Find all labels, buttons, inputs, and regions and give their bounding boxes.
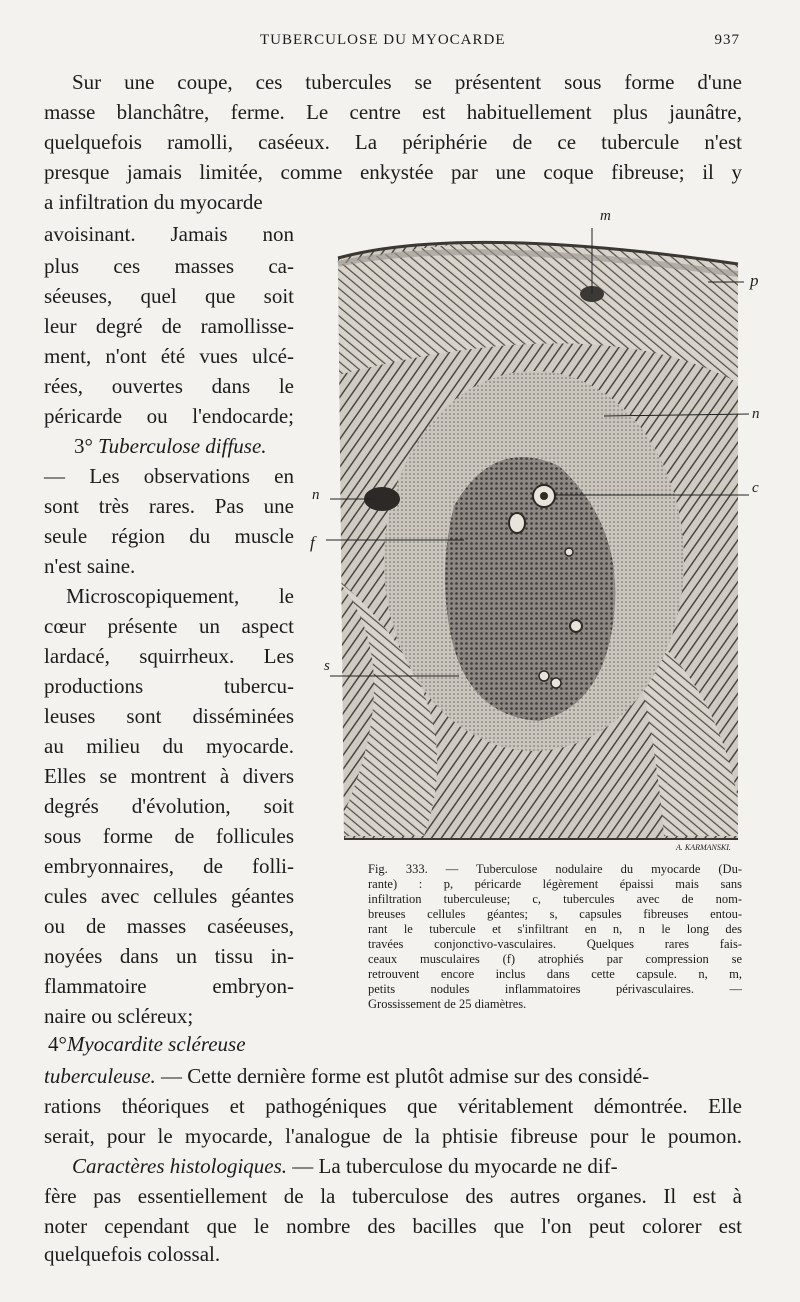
figure-label-n-right: n	[752, 406, 760, 422]
caption-line: rante) : p, péricarde légèrement épaissi mais sans	[368, 877, 742, 891]
caption-line: travées conjonctivo-vasculaires. Quelques rares fais-	[368, 937, 742, 951]
text-line: productions tubercu-	[44, 674, 294, 698]
text-line: naire ou scléreux;	[44, 1004, 194, 1028]
header-title: TUBERCULOSE DU MYOCARDE	[260, 32, 506, 48]
text-line: rées, ouvertes dans le	[44, 374, 294, 398]
text-line: serait, pour le myocarde, l'analogue de la phtisie fibreuse pour le poumon.	[44, 1124, 742, 1148]
text-line: Sur une coupe, ces tubercules se présentent sous forme d'une	[72, 70, 742, 94]
text-line: Caractères histologiques. — La tuberculose du myocarde ne dif-	[72, 1154, 618, 1178]
figure-label-p: p	[750, 271, 759, 290]
text-line: Microscopiquement, le	[66, 584, 294, 608]
caption-line: breuses cellules géantes; s, capsules fibreuses entou-	[368, 907, 742, 921]
text-line: degrés d'évolution, soit	[44, 794, 294, 818]
text-line: rations théoriques et pathogéniques que véritablement démontrée. Elle	[44, 1094, 742, 1118]
figure-label-f: f	[310, 533, 315, 552]
caption-line: Fig. 333. — Tuberculose nodulaire du myocarde (Du-	[368, 862, 742, 876]
text-line: seule région du muscle	[44, 524, 294, 548]
text-line: noter cependant que le nombre des bacilles que l'on peut colorer est	[44, 1214, 742, 1238]
text-line: sous forme de follicules	[44, 824, 294, 848]
text-line: flammatoire embryon-	[44, 974, 294, 998]
running-header	[44, 32, 740, 56]
micrograph-illustration	[304, 196, 766, 856]
text-line: au milieu du myocarde.	[44, 734, 294, 758]
section-heading: 4°Myocardite scléreuse	[48, 1032, 246, 1056]
text-line: — Les observations en	[44, 464, 294, 488]
engraver-signature: A. KARMANSKI.	[676, 843, 731, 852]
text-line: a infiltration du myocarde	[44, 190, 263, 214]
page-number: 937	[714, 32, 740, 48]
text-line: masse blanchâtre, ferme. Le centre est habituellement plus jaunâtre,	[44, 100, 742, 124]
text-line: ment, n'ont été vues ulcé-	[44, 344, 294, 368]
caption-line: rant le tubercule et s'infiltrant en n, n le long des	[368, 922, 742, 936]
text-line: avoisinant. Jamais non	[44, 222, 294, 246]
text-line: Elles se montrent à divers	[44, 764, 294, 788]
text-line: quelquefois colossal.	[44, 1242, 221, 1266]
figure-caption	[368, 862, 742, 1012]
text-line: noyées dans un tissu in-	[44, 944, 294, 968]
text-line: lardacé, squirrheux. Les	[44, 644, 294, 668]
text-line: quelquefois ramolli, caséeux. La périphérie de ce tubercule n'est	[44, 130, 742, 154]
text-line: péricarde ou l'endocarde;	[44, 404, 294, 428]
text-line: séeuses, quel que soit	[44, 284, 294, 308]
caption-line: Grossissement de 25 diamètres.	[368, 997, 527, 1011]
text-line: n'est saine.	[44, 554, 136, 578]
figure-label-c: c	[752, 480, 759, 496]
caption-line: retrouvent encore inclus dans cette capsule. n, m,	[368, 967, 742, 981]
caption-line: petits nodules inflammatoires périvasculaires. —	[368, 982, 742, 996]
caption-line: ceaux musculaires (f) atrophiés par compression se	[368, 952, 742, 966]
text-line: sont très rares. Pas une	[44, 494, 294, 518]
text-line: plus ces masses ca-	[44, 254, 294, 278]
figure-label-s: s	[324, 658, 330, 674]
text-line: embryonnaires, de folli-	[44, 854, 294, 878]
histology-figure	[304, 196, 766, 856]
section-heading: 3° Tuberculose diffuse.	[74, 434, 267, 458]
figure-label-n-left: n	[312, 487, 320, 503]
text-line: fère pas essentiellement de la tuberculose des autres organes. Il est à	[44, 1184, 742, 1208]
text-line: cules avec cellules géantes	[44, 884, 294, 908]
text-line: cœur présente un aspect	[44, 614, 294, 638]
text-line: presque jamais limitée, comme enkystée par une coque fibreuse; il y	[44, 160, 742, 184]
text-line: ou de masses caséeuses,	[44, 914, 294, 938]
text-line: leuses sont disséminées	[44, 704, 294, 728]
caption-line: infiltration tuberculeuse; c, tubercules avec de nom-	[368, 892, 742, 906]
figure-label-m: m	[600, 208, 611, 224]
text-line: tuberculeuse. — Cette dernière forme est plutôt admise sur des considé-	[44, 1064, 650, 1088]
text-line: leur degré de ramollisse-	[44, 314, 294, 338]
